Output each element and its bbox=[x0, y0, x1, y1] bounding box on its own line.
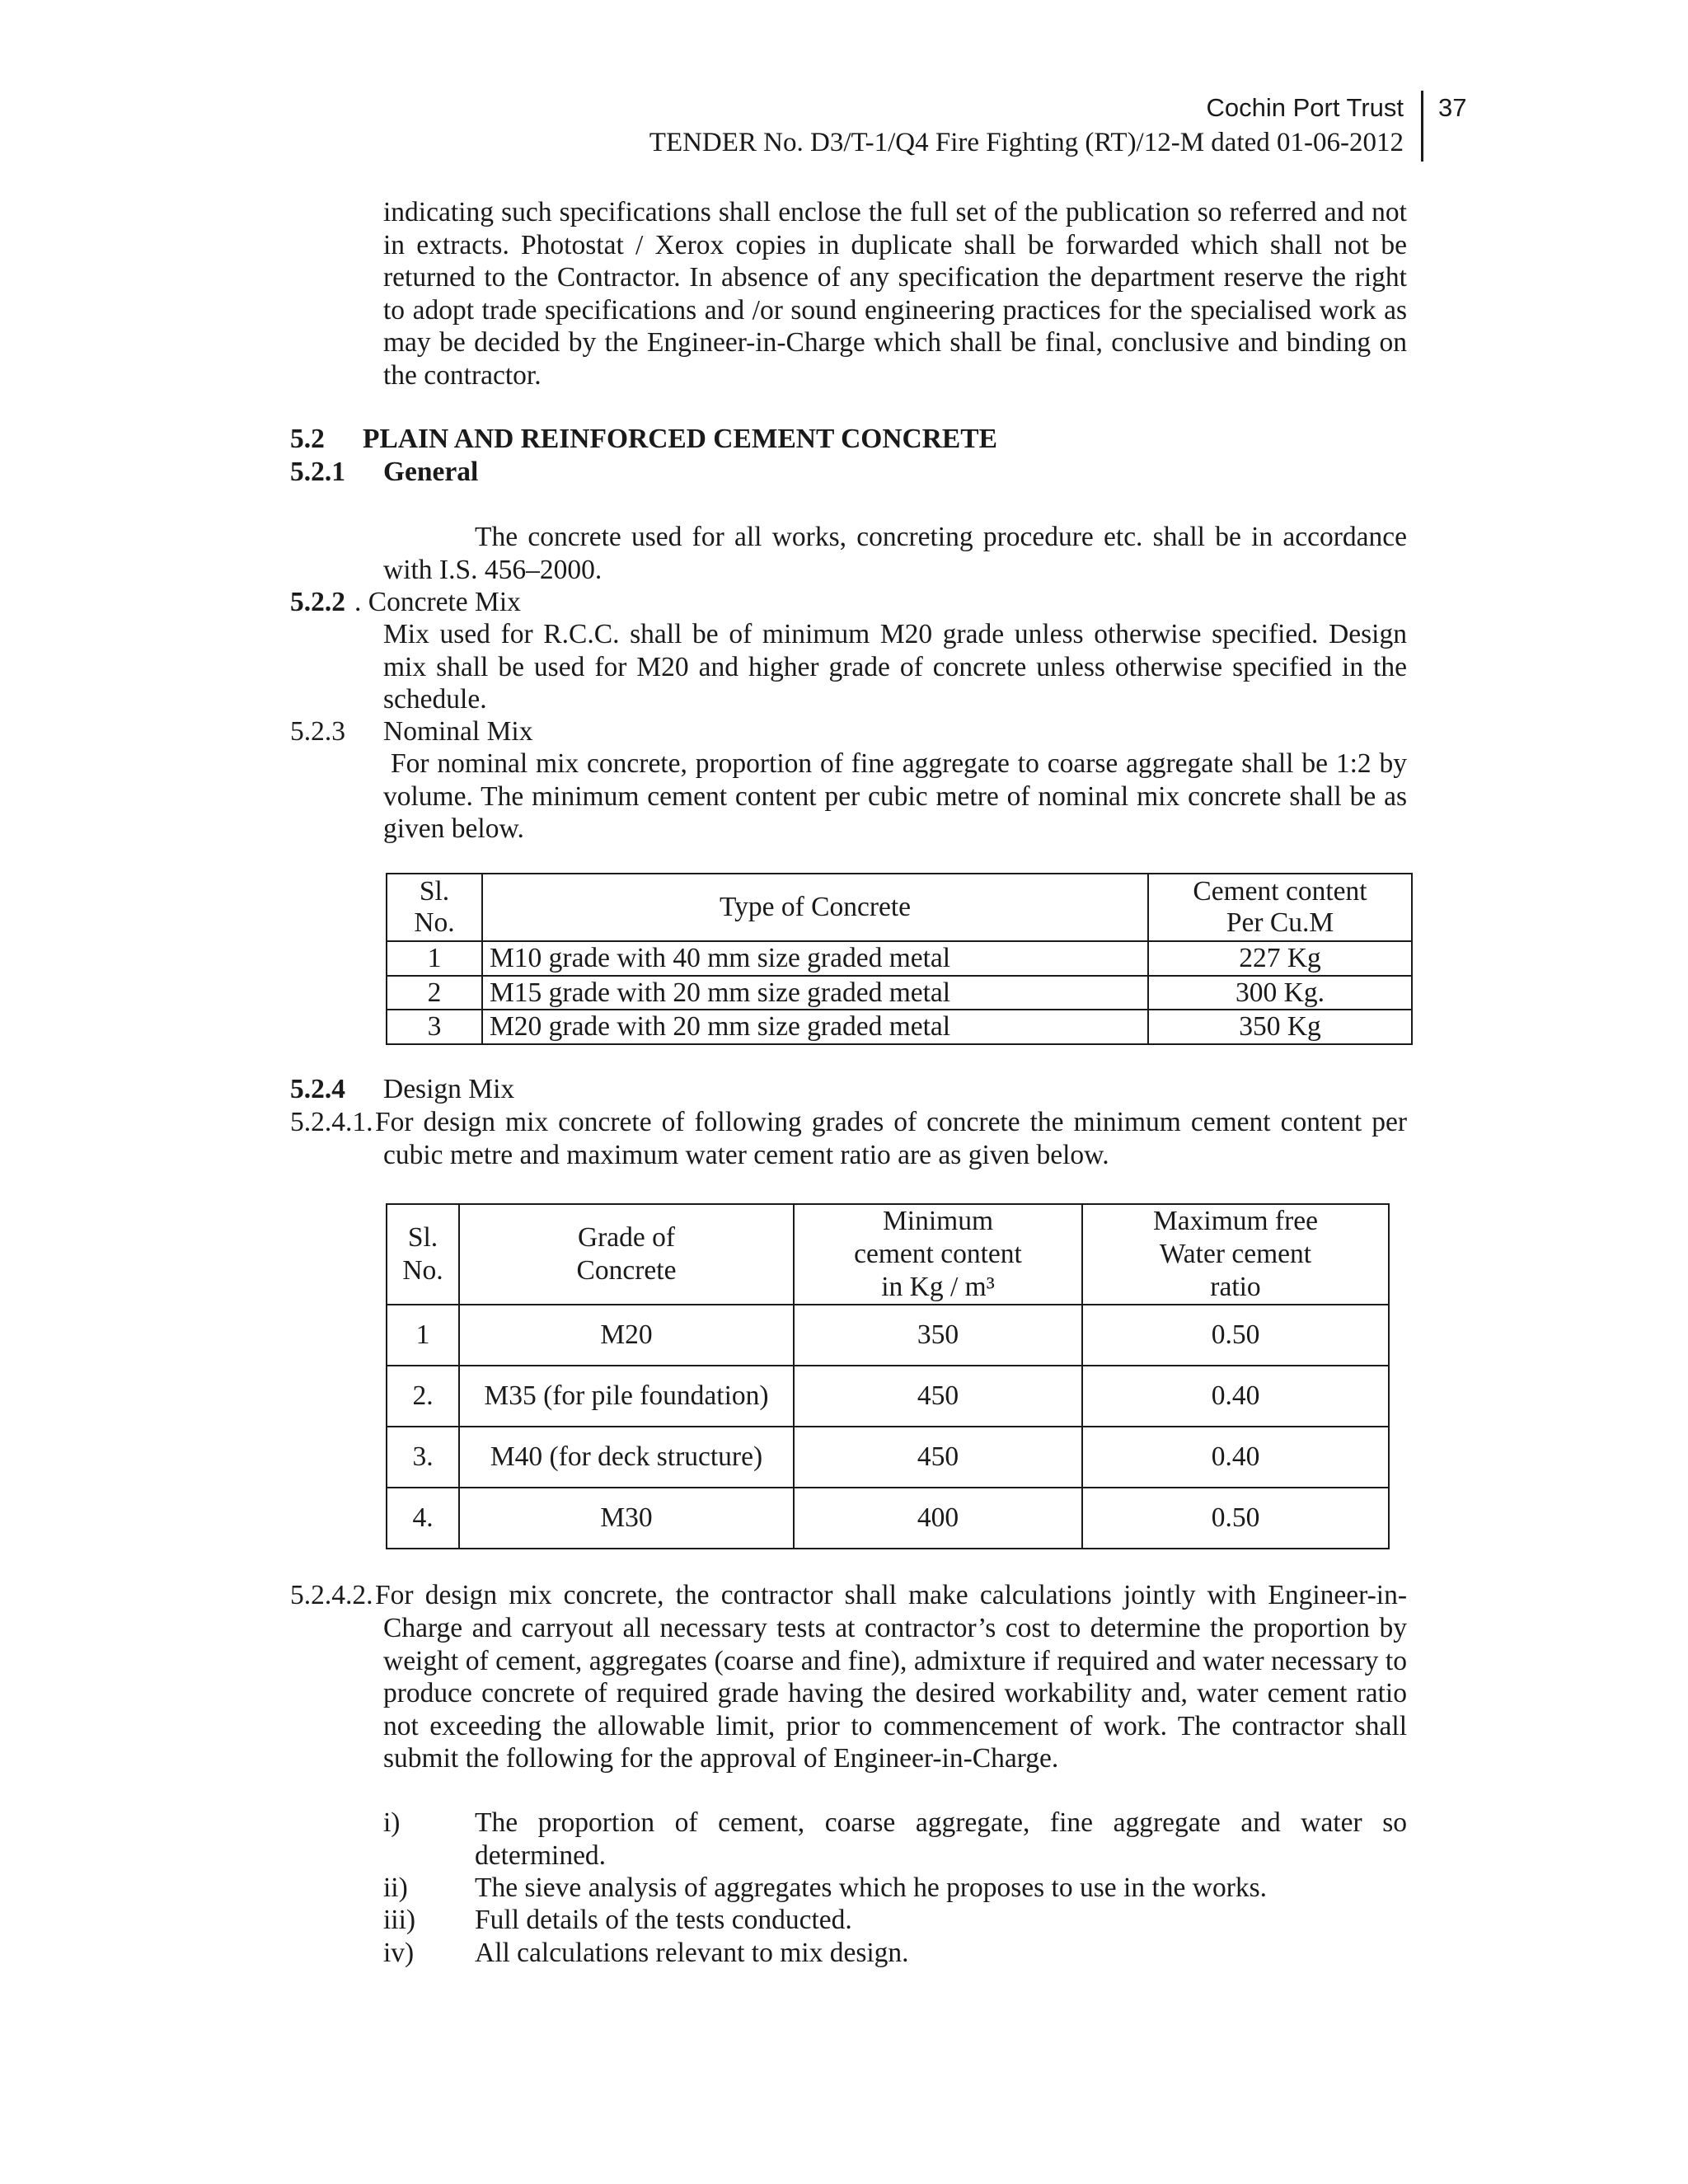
section-5-2-title: PLAIN AND REINFORCED CEMENT CONCRETE bbox=[363, 424, 997, 454]
list-item: All calculations relevant to mix design. bbox=[475, 1938, 909, 1968]
design-cell-sl: 3. bbox=[387, 1427, 459, 1488]
design-header-ratio: Maximum free Water cement ratio bbox=[1082, 1204, 1389, 1305]
nominal-header-cement: Cement content Per Cu.M bbox=[1148, 874, 1412, 941]
list-item-marker: iv) bbox=[383, 1938, 415, 1968]
table-row bbox=[387, 976, 1412, 1010]
section-5-2-4-1-rest: cubic metre and maximum water cement ratio are as given below. bbox=[383, 1140, 1109, 1170]
table-row bbox=[387, 1488, 1389, 1549]
design-cell-ratio: 0.40 bbox=[1082, 1366, 1389, 1427]
section-5-2-2-title: . Concrete Mix bbox=[354, 587, 521, 617]
list-item-marker: iii) bbox=[383, 1905, 416, 1935]
header-tender: TENDER No. D3/T-1/Q4 Fire Fighting (RT)/12-M dated 01-06-2012 bbox=[649, 128, 1404, 157]
design-cell-sl: 2. bbox=[387, 1366, 459, 1427]
nominal-cell-type: M10 grade with 40 mm size graded metal bbox=[482, 941, 1148, 976]
section-5-2-1-title: General bbox=[383, 457, 479, 487]
design-cell-sl: 1 bbox=[387, 1305, 459, 1366]
nominal-header-sl: Sl. No. bbox=[387, 874, 482, 941]
nominal-cell-cement: 227 Kg bbox=[1148, 941, 1412, 976]
nominal-cell-sl: 1 bbox=[387, 941, 482, 976]
nominal-cell-cement: 300 Kg. bbox=[1148, 976, 1412, 1010]
section-5-2-1-number: 5.2.1 bbox=[290, 457, 345, 487]
section-5-2-number: 5.2 bbox=[290, 424, 325, 454]
table-row bbox=[387, 1366, 1389, 1427]
section-5-2-3-text: For nominal mix concrete, proportion of fine aggregate to coarse aggregate shall be 1:2 by volume. The minimum cement content per cubic metre of nominal mix concrete shall be as given below. bbox=[383, 748, 1407, 844]
section-5-2-4-2-number: 5.2.4.2. bbox=[290, 1580, 373, 1610]
design-cell-sl: 4. bbox=[387, 1488, 459, 1549]
design-cell-ratio: 0.50 bbox=[1082, 1305, 1389, 1366]
section-5-2-4-title: Design Mix bbox=[383, 1074, 515, 1104]
nominal-cell-sl: 3 bbox=[387, 1010, 482, 1044]
nominal-mix-table bbox=[386, 873, 1413, 1045]
design-cell-min-cement: 450 bbox=[794, 1366, 1082, 1427]
nominal-cell-type: M15 grade with 20 mm size graded metal bbox=[482, 976, 1148, 1010]
design-cell-ratio: 0.40 bbox=[1082, 1427, 1389, 1488]
table-row bbox=[387, 1427, 1389, 1488]
table-row bbox=[387, 1305, 1389, 1366]
design-cell-grade: M35 (for pile foundation) bbox=[459, 1366, 794, 1427]
table-row bbox=[387, 941, 1412, 976]
section-5-2-2-text: Mix used for R.C.C. shall be of minimum M20 grade unless otherwise specified. Design mix shall be used for M20 and higher grade of concrete unless otherwise specified in the schedule. bbox=[383, 619, 1407, 715]
list-item: The proportion of cement, coarse aggregate, fine aggregate and water so determined. bbox=[475, 1807, 1407, 1871]
design-cell-min-cement: 400 bbox=[794, 1488, 1082, 1549]
design-header-sl: Sl. No. bbox=[387, 1204, 459, 1305]
nominal-table-header-row bbox=[387, 874, 1412, 941]
section-5-2-3-number: 5.2.3 bbox=[290, 716, 345, 747]
design-header-grade: Grade of Concrete bbox=[459, 1204, 794, 1305]
section-5-2-3-title: Nominal Mix bbox=[383, 716, 533, 747]
nominal-header-type: Type of Concrete bbox=[482, 874, 1148, 941]
design-table-header-row bbox=[387, 1204, 1389, 1305]
section-5-2-4-1-number: 5.2.4.1. bbox=[290, 1107, 373, 1137]
nominal-cell-type: M20 grade with 20 mm size graded metal bbox=[482, 1010, 1148, 1044]
list-item-marker: i) bbox=[383, 1807, 401, 1838]
table-row bbox=[387, 1010, 1412, 1044]
nominal-cell-sl: 2 bbox=[387, 976, 482, 1010]
intro-paragraph: indicating such specifications shall enclose the full set of the publication so referred and not in extracts. Photostat / Xerox copies in duplicate shall be forwarded which shall not be returned to the Contractor. In absence of any specification the department reserve the right to adopt trade specifications and /or sound engineering practices for the specialised work as may be decided by the Engineer-in-Charge which shall be final, conclusive and binding on the contractor. bbox=[383, 197, 1407, 391]
list-item-marker: ii) bbox=[383, 1872, 408, 1903]
design-cell-grade: M30 bbox=[459, 1488, 794, 1549]
list-item: The sieve analysis of aggregates which he proposes to use in the works. bbox=[475, 1872, 1268, 1903]
header-org: Cochin Port Trust bbox=[1206, 93, 1404, 122]
section-5-2-4-1-first-line: For design mix concrete of following grades of concrete the minimum cement content per bbox=[375, 1107, 1407, 1137]
section-5-2-4-2-rest: Charge and carryout all necessary tests at contractor’s cost to determine the proportion by weight of cement, aggregates (coarse and fine), admixture if required and water necessary to produce concrete of required grade having the desired workability and, water cement ratio not exceeding the allowable limit, prior to commencement of work. The contractor shall submit the following for the approval of Engineer-in-Charge. bbox=[383, 1613, 1407, 1774]
design-cell-grade: M40 (for deck structure) bbox=[459, 1427, 794, 1488]
design-mix-table bbox=[386, 1203, 1390, 1549]
header-divider bbox=[1421, 91, 1423, 162]
design-cell-ratio: 0.50 bbox=[1082, 1488, 1389, 1549]
design-header-min-cement: Minimum cement content in Kg / m³ bbox=[794, 1204, 1082, 1305]
design-cell-min-cement: 350 bbox=[794, 1305, 1082, 1366]
design-cell-grade: M20 bbox=[459, 1305, 794, 1366]
section-5-2-4-2-first-line: For design mix concrete, the contractor shall make calculations jointly with Engineer-in- bbox=[375, 1580, 1407, 1610]
design-cell-min-cement: 450 bbox=[794, 1427, 1082, 1488]
section-5-2-4-number: 5.2.4 bbox=[290, 1074, 345, 1104]
section-5-2-2-number: 5.2.2 bbox=[290, 587, 345, 617]
page-number: 37 bbox=[1438, 93, 1467, 122]
section-5-2-1-text: The concrete used for all works, concreting procedure etc. shall be in accordance with I.S. 456–2000. bbox=[383, 522, 1407, 585]
list-item: Full details of the tests conducted. bbox=[475, 1905, 852, 1935]
nominal-cell-cement: 350 Kg bbox=[1148, 1010, 1412, 1044]
